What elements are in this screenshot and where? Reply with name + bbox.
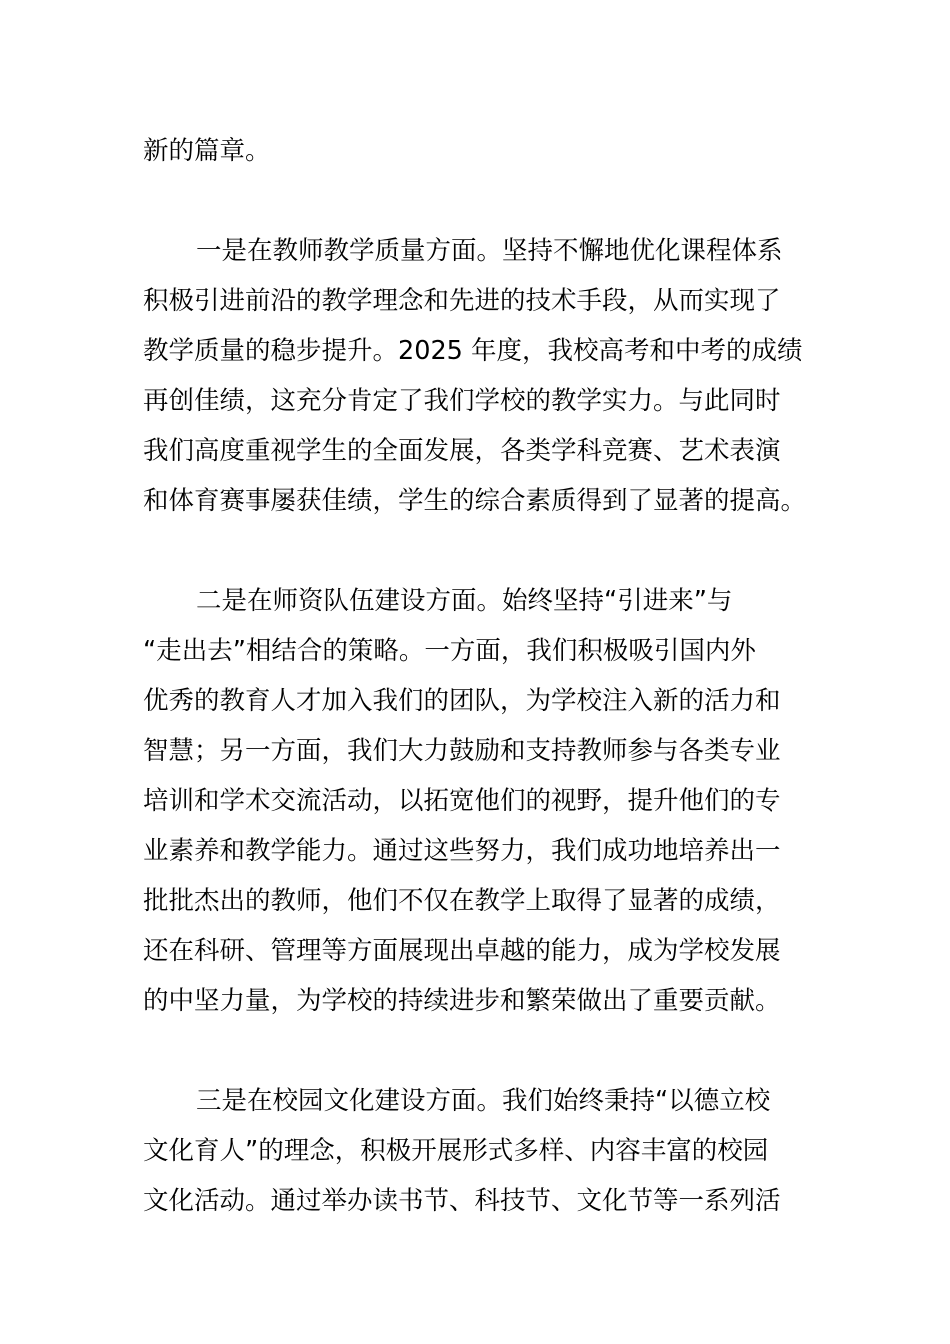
text-line: 优秀的教育人才加入我们的团队，为学校注入新的活力和 <box>143 686 781 716</box>
text-line: 再创佳绩，这充分肯定了我们学校的教学实力。与此同时 <box>143 386 781 416</box>
text-line: 智慧；另一方面，我们大力鼓励和支持教师参与各类专业 <box>143 736 781 766</box>
text-line: 积极引进前沿的教学理念和先进的技术手段，从而实现了 <box>143 286 781 316</box>
text-line: 文化活动。通过举办读书节、科技节、文化节等一系列活 <box>143 1186 781 1216</box>
text-line: 培训和学术交流活动，以拓宽他们的视野，提升他们的专 <box>143 786 781 816</box>
text-line: 和体育赛事屡获佳绩，学生的综合素质得到了显著的提高。 <box>143 486 807 516</box>
text-line: 我们高度重视学生的全面发展，各类学科竞赛、艺术表演 <box>143 436 781 466</box>
text-line: 文化育人”的理念，积极开展形式多样、内容丰富的校园 <box>143 1136 769 1166</box>
text-line: 批批杰出的教师，他们不仅在教学上取得了显著的成绩， <box>143 886 781 916</box>
text-line: 教学质量的稳步提升。2025 年度，我校高考和中考的成绩 <box>143 336 803 366</box>
text-line: 业素养和教学能力。通过这些努力，我们成功地培养出一 <box>143 836 781 866</box>
text-line: “走出去”相结合的策略。一方面，我们积极吸引国内外 <box>143 636 756 666</box>
paragraph-1-first-line: 一是在教师教学质量方面。坚持不懈地优化课程体系 <box>196 236 783 266</box>
paragraph-3-first-line: 三是在校园文化建设方面。我们始终秉持“以德立校 <box>196 1086 771 1116</box>
text-line: 新的篇章。 <box>143 136 271 166</box>
text-line: 的中坚力量，为学校的持续进步和繁荣做出了重要贡献。 <box>143 986 781 1016</box>
paragraph-2-first-line: 二是在师资队伍建设方面。始终坚持“引进来”与 <box>196 586 733 616</box>
text-line: 还在科研、管理等方面展现出卓越的能力，成为学校发展 <box>143 936 781 966</box>
